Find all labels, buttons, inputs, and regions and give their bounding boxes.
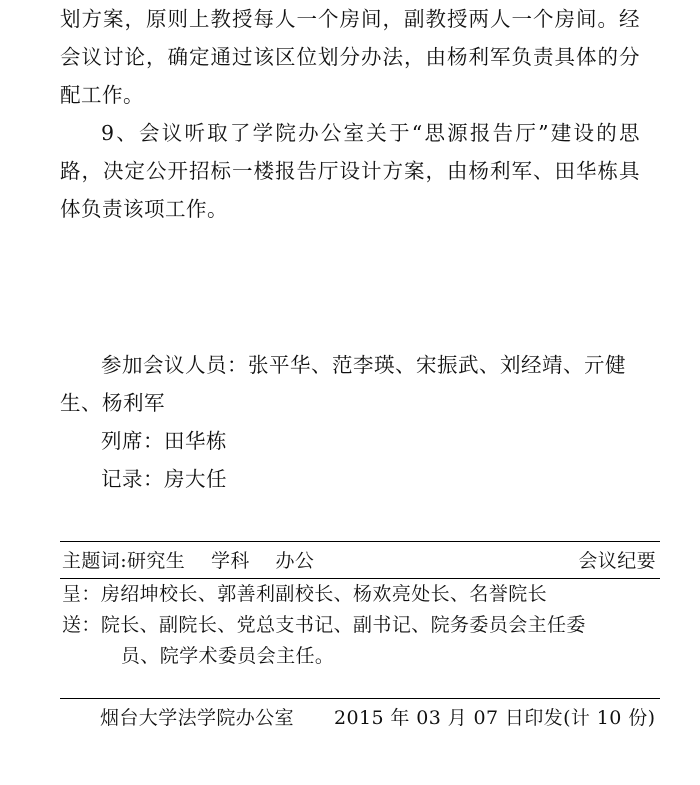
document-type-label: 会议纪要	[578, 550, 656, 572]
present-value: 房绍坤校长、郭善利副校长、杨欢亮处长、名誉院长	[100, 583, 548, 605]
observers-line: 列席：田华栋	[101, 429, 227, 453]
attendees-label: 参加会议人员：	[101, 353, 248, 377]
send-value-continued: 员、院学术委员会主任。	[120, 645, 335, 667]
present-label: 呈：	[62, 583, 101, 605]
keywords-label: 主题词:研究生 学科 办公	[62, 550, 315, 572]
issue-date: 2015 年 03 月 07 日印发(计 10 份)	[334, 707, 656, 729]
document-body	[60, 0, 640, 228]
send-row	[60, 610, 660, 641]
present-row	[60, 579, 660, 610]
attendees-names: 张平华、范李瑛、宋振武、刘经靖、亓健	[248, 353, 626, 377]
attendance-block	[60, 346, 640, 498]
keywords-row	[60, 542, 660, 578]
issuer-row	[60, 699, 660, 733]
blank-space	[60, 228, 640, 346]
footer-gap	[60, 672, 660, 698]
send-value: 院长、副院长、党总支书记、副书记、院务委员会主任委	[100, 614, 586, 636]
paragraph-item-9: 9、会议听取了学院办公室关于“思源报告厅”建设的思路，决定公开招标一楼报告厅设计方案，由杨利军、田华栋具体负责该项工作。	[60, 121, 640, 221]
attendees-line	[60, 346, 640, 384]
document-footer	[60, 541, 660, 733]
attendees-names-continued: 生、杨利军	[60, 391, 165, 415]
paragraph-continuation: 划方案，原则上教授每人一个房间，副教授两人一个房间。经会议讨论，确定通过该区位划分办法，由杨利军负责具体的分配工作。	[60, 7, 640, 107]
issuer-name: 烟台大学法学院办公室	[100, 707, 295, 729]
send-label: 送：	[62, 614, 101, 636]
recorder-line: 记录：房大任	[101, 467, 227, 491]
